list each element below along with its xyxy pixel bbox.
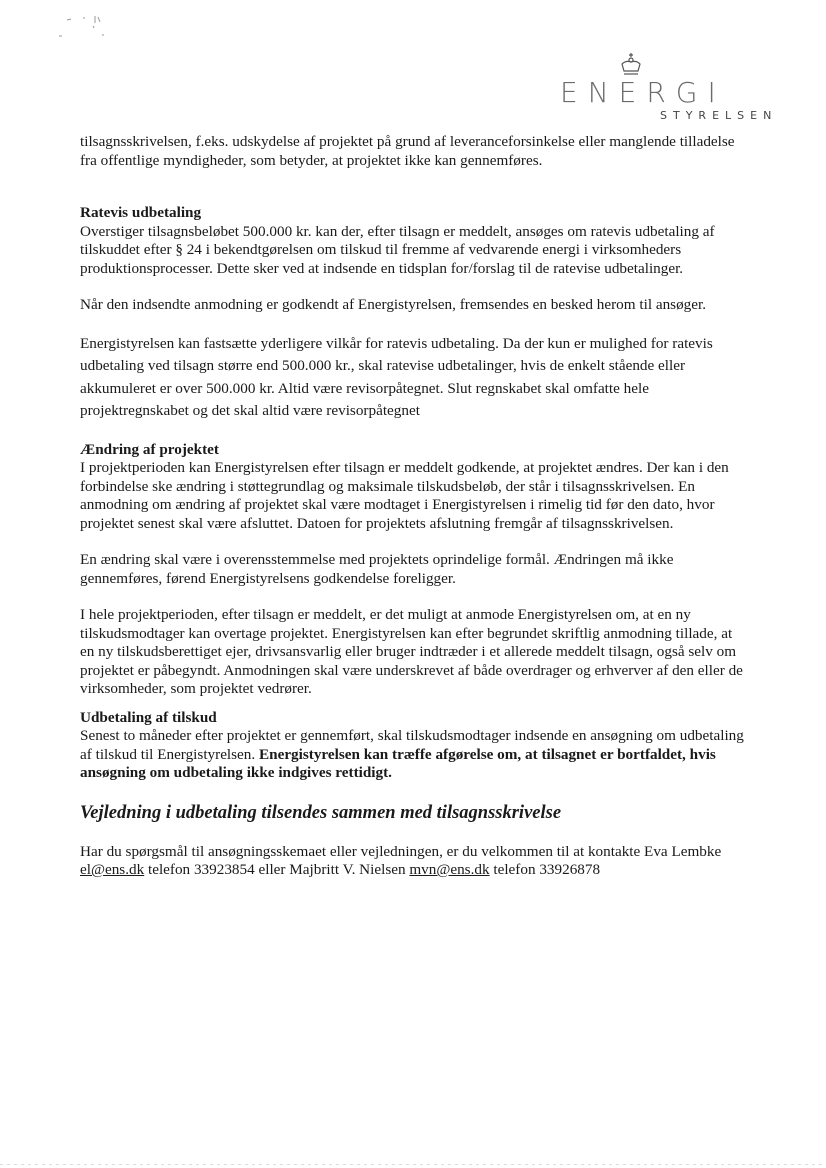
intro-paragraph: tilsagnsskrivelsen, f.eks. udskydelse af projektet på grund af leveranceforsinkelse eller manglende tilladelse fra offentlige myndigheder, som betyder, at projektet ikke kan gennemføres. — [80, 133, 735, 169]
udbetaling-plain-text: Senest to måneder efter projektet er gennemført, skal tilskudsmodtager indsende en ansøgning om udbetaling af tilskud til Energistyrelsen. — [80, 727, 744, 763]
vejledning-heading: Vejledning i udbetaling tilsendes sammen med tilsagnsskrivelse — [80, 802, 562, 823]
ratevis-heading: Ratevis udbetaling — [80, 204, 202, 221]
energistyrelsen-logo — [560, 52, 810, 124]
email-link-el[interactable]: el@ens.dk — [80, 861, 145, 878]
ratevis-paragraph-3: Energistyrelsen kan fastsætte yderligere vilkår for ratevis udbetaling. Da der kun er mulighed for ratevis udbetaling ved tilsagn større end 500.000 kr., skal ratevise udbetalinger, hvis de enkelt stående eller akkumuleret er over 500.000 kr. Altid være revisorpåtegnet. Slut regnskabet skal omfatte hele projektregnskabet og det skal altid være revisorpåtegnet — [80, 334, 713, 419]
scan-bottom-edge — [0, 1164, 826, 1165]
udbetaling-paragraph — [80, 727, 750, 783]
contact-text-after: telefon 33926878 — [493, 861, 601, 878]
document-body — [80, 133, 750, 880]
aendring-paragraph-1: I projektperioden kan Energistyrelsen efter tilsagn er meddelt godkende, at projektet ændres. Der kan i den forbindelse ske ændring i støttegrundlag og maksimale tilskudsbeløb, der står i tilsagnsskrivelsen. En anmodning om ændring af projektet skal være modtaget i Energistyrelsen i rimelig tid før den dato, hvor projektet senest skal være afsluttet. Datoen for projektets afslutning fremgår af tilsagnsskrivelsen. — [80, 459, 729, 532]
udbetaling-bold-text: Energistyrelsen kan træffe afgørelse om, at tilsagnet er bortfaldet, hvis ansøgning om udbetaling ikke indgives rettidigt. — [80, 745, 716, 781]
ratevis-paragraph-1: Overstiger tilsagnsbeløbet 500.000 kr. kan der, efter tilsagn er meddelt, ansøges om ratevis udbetaling af tilskuddet efter § 24 i bekendtgørelsen om tilskud til fremme af vedvarende energi i virksomheders produktionsprocesser. Dette sker ved at indsende en tidsplan for/forslag til de ratevise udbetalinger. — [80, 222, 715, 277]
contact-text-before: Har du spørgsmål til ansøgningsskemaet eller vejledningen, er du velkommen til at kontakte Eva Lembke — [80, 842, 722, 860]
udbetaling-heading: Udbetaling af tilskud — [80, 708, 217, 726]
logo-subtitle: STYRELSEN — [660, 109, 778, 122]
scan-artifact-marks — [45, 12, 115, 52]
email-link-mvn[interactable]: mvn@ens.dk — [409, 861, 490, 878]
ratevis-paragraph-2: Når den indsendte anmodning er godkendt af Energistyrelsen, fremsendes en besked herom til ansøger. — [80, 296, 707, 313]
contact-paragraph — [80, 843, 750, 880]
contact-text-mid: telefon 33923854 eller Majbritt V. Nielsen — [147, 861, 406, 878]
crown-icon — [618, 52, 644, 78]
aendring-heading: Ændring af projektet — [80, 440, 219, 458]
logo-word: ENERGI — [560, 76, 726, 109]
aendring-paragraph-3: I hele projektperioden, efter tilsagn er meddelt, er det muligt at anmode Energistyrelsen om, at en ny tilskudsmodtager kan overtage projektet. Energistyrelsen kan efter begrundet skriftlig anmodning tillade, at en ny tilskudsberettiget ejer, drivsansvarlig eller bruger indtræder i et allerede meddelt tilsagn, også selv om projektet er påbegyndt. Anmodningen skal være underskrevet af både overdrager og erhverver af den eller de virksomheder, som projektet vedrører. — [80, 606, 743, 697]
aendring-paragraph-2: En ændring skal være i overensstemmelse med projektets oprindelige formål. Ændringen må ikke gennemføres, førend Energistyrelsens godkendelse foreligger. — [80, 551, 674, 587]
